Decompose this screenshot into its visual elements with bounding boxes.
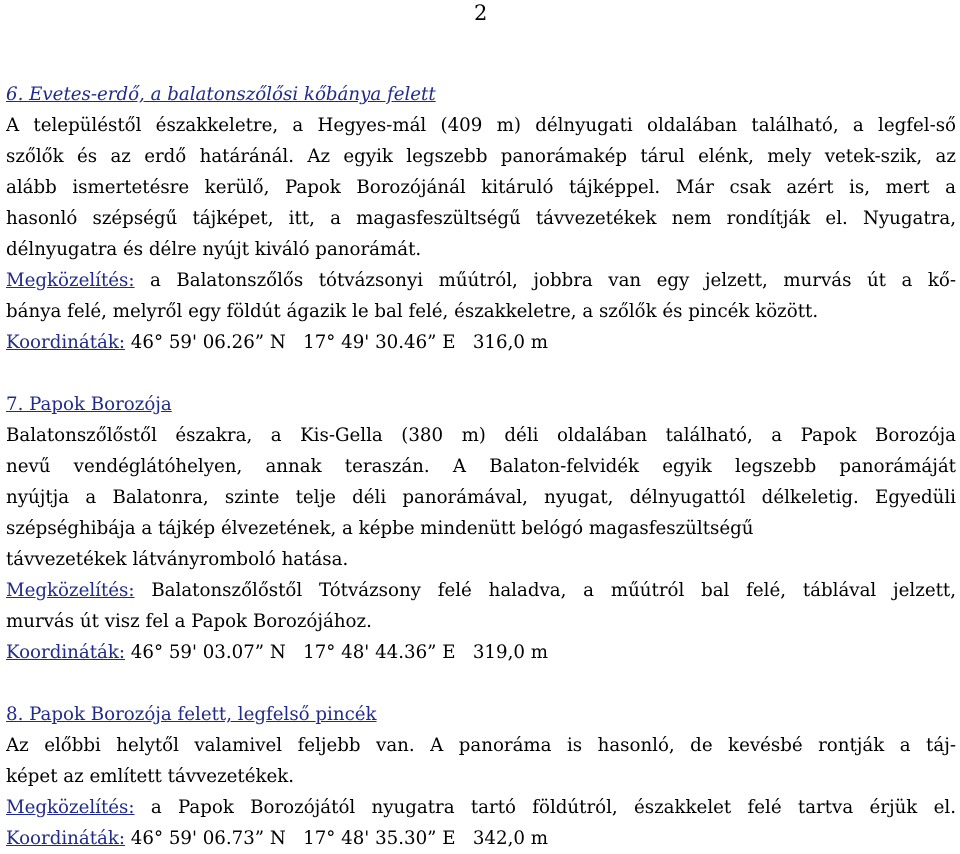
section-6-line-1: A településtől északkeletre, a Hegyes-mál (409 m) délnyugati oldalában található, a legfel-ső <box>6 115 956 136</box>
section-7-approach-line-2: murvás út visz fel a Papok Borozójához. <box>6 611 372 632</box>
section-7-title-line <box>6 389 956 420</box>
section-7-line-1: Balatonszőlőstől északra, a Kis-Gella (380 m) déli oldalában található, a Papok Borozója <box>6 425 956 446</box>
section-7-approach-label: Megközelítés: <box>6 580 135 601</box>
section-7-line-2: nevű vendéglátóhelyen, annak teraszán. A Balaton-felvidék egyik legszebb panorámáját <box>6 456 956 477</box>
section-7-line-5: távvezetékek látványromboló hatása. <box>6 549 349 570</box>
document-body <box>6 79 956 854</box>
section-8-title: 8. Papok Borozója felett, legfelső pincék <box>6 704 377 725</box>
section-6-coordinates <box>6 327 956 358</box>
section-gap <box>6 668 956 699</box>
section-6-title-line <box>6 79 956 110</box>
section-6-line-4: hasonló szépségű tájképet, itt, a magasfeszültségű távvezetékek nem rondítják el. Nyugatra, <box>6 208 956 229</box>
section-7-title: 7. Papok Borozója <box>6 394 172 415</box>
page-number: 2 <box>474 1 488 25</box>
section-6-approach-text-1: a Balatonszőlős tótvázsonyi műútról, jobbra van egy jelzett, murvás út a kő- <box>134 270 956 291</box>
section-6-line-2: szőlők és az erdő határánál. Az egyik legszebb panorámakép tárul elénk, mely vetek-szik, az <box>6 146 956 167</box>
section-7-line-3: nyújtja a Balatonra, szinte telje déli panorámával, nyugat, délnyugattól délkeletig. Egyedüli <box>6 487 956 508</box>
section-6-approach-line-2: bánya felé, melyről egy földút ágazik le bal felé, északkeletre, a szőlők és pincék között. <box>6 301 819 322</box>
section-8-approach-line-1 <box>6 792 956 823</box>
section-7-line-4: szépséghibája a tájkép élvezetének, a képbe mindenütt belógó magasfeszültségű <box>6 518 754 539</box>
section-8-approach-label: Megközelítés: <box>6 797 135 818</box>
section-7-approach-line-1 <box>6 575 956 606</box>
section-8-line-1: Az előbbi helytől valamivel feljebb van. A panoráma is hasonló, de kevésbé rontják a táj- <box>6 735 956 756</box>
section-8-line-2: képet az említett távvezetékek. <box>6 766 295 787</box>
section-8-coords-value: 46° 59' 06.73” N 17° 48' 35.30” E 342,0 m <box>125 828 548 849</box>
section-8-coordinates <box>6 823 956 854</box>
section-6-line-5: délnyugatra és délre nyújt kiváló panorámát. <box>6 239 422 260</box>
section-8-title-line <box>6 699 956 730</box>
section-6-coords-label: Koordináták: <box>6 332 126 353</box>
section-7-coordinates <box>6 637 956 668</box>
section-gap <box>6 358 956 389</box>
section-8-approach-text-1: a Papok Borozójától nyugatra tartó földútról, északkelet felé tartva érjük el. <box>134 797 956 818</box>
section-7-coords-value: 46° 59' 03.07” N 17° 48' 44.36” E 319,0 m <box>125 642 548 663</box>
section-7-coords-label: Koordináták: <box>6 642 126 663</box>
section-6-title: 6. Evetes-erdő, a balatonszőlősi kőbánya felett <box>6 84 436 105</box>
section-6-approach-line-1 <box>6 265 956 296</box>
section-6-line-3: alább ismertetésre kerülő, Papok Borozójánál kitáruló tájképpel. Már csak azért is, mert a <box>6 177 956 198</box>
section-6-approach-label: Megközelítés: <box>6 270 135 291</box>
section-7-approach-text-1: Balatonszőlőstől Tótvázsony felé haladva, a műútról bal felé, táblával jelzett, <box>134 580 956 601</box>
section-6-coords-value: 46° 59' 06.26” N 17° 49' 30.46” E 316,0 m <box>125 332 548 353</box>
section-8-coords-label: Koordináták: <box>6 828 126 849</box>
